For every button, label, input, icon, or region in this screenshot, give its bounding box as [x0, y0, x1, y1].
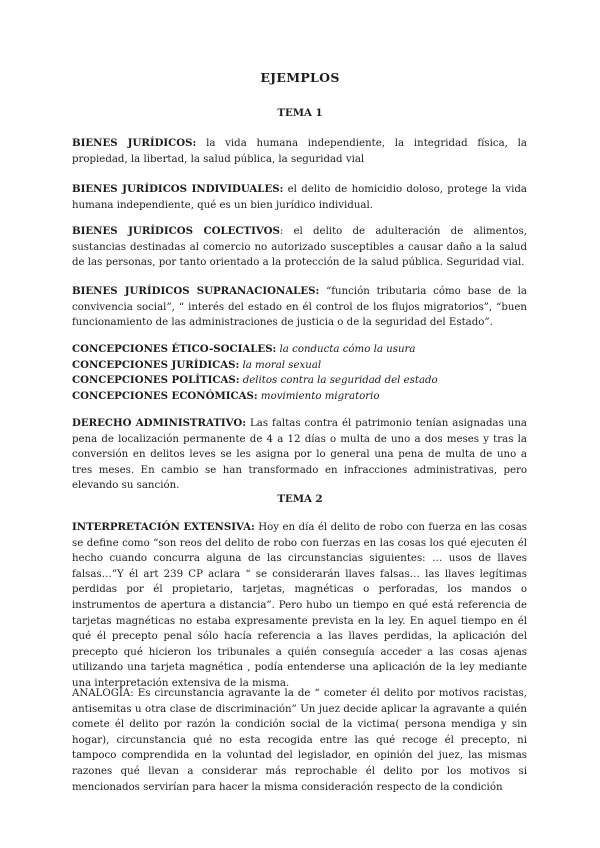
- paragraph-label: INTERPRETACIÓN EXTENSIVA:: [72, 521, 255, 533]
- paragraph-bienes-individuales: [72, 182, 527, 213]
- concepcion-politica: [72, 373, 527, 389]
- paragraph-bienes-supranacionales: [72, 284, 527, 331]
- paragraph-text: Hoy en día él delito de robo con fuerza en las cosas se define como “son reos del delito de robo con fuerzas en las cosas los qué ejecuten él hecho cuando concurra alguna de las circunstancias siguientes: … usos de llaves falsas…”Y él art 239 CP aclara “ se considerarán llaves falsas… las llaves legítimas perdidas por él propietario, tarjetas, magnéticas o perforadas, los mandos o instrumentos de apertura a distancia”. Pero hubo un tiempo en qué está referencia de tarjetas magnéticas no estaba expresamente prevista en la ley. En aquel tiempo en él qué él precepto penal sólo hacía referencia a las llaves perdidas, la aplicación del precepto qué hicieron los tribunales a quién conseguía acceder a las cosas ajenas utilizando una tarjeta magnética , podía entenderse una aplicación de la ley mediante una interpretación extensiva de la misma.: [72, 522, 527, 689]
- concepcion-value: la moral sexual: [239, 359, 322, 371]
- concepcion-juridica: [72, 358, 527, 374]
- concepcion-value: delitos contra la seguridad del estado: [239, 375, 438, 387]
- concepcion-label: CONCEPCIONES ECONÓMICAS:: [72, 389, 258, 402]
- paragraph-text: la vida humana independiente, la integridad física, la propiedad, la libertad, la salud pública, la seguridad vial: [72, 138, 527, 165]
- paragraph-bienes-juridicos: [72, 136, 527, 167]
- concepcion-label: CONCEPCIONES ÉTICO-SOCIALES:: [72, 343, 277, 355]
- paragraph-label: DERECHO ADMINISTRATIVO:: [72, 417, 247, 429]
- section-heading-tema-2: TEMA 2: [277, 493, 323, 505]
- paragraph-text: ANALOGÍA: Es circunstancia agravante la de “ cometer él delito por motivos racistas, antisemitas u otra clase de discriminación” Un juez decide aplicar la agravante a quién comete él delito por razón la condición social de la victima( persona mendiga y sin hogar), circunstancia qué no esta recogida entre las qué recoge él precepto, ni tampoco comprendida en la voluntad del legislador, en opinión del juez, las mismas razones qué llevan a considerar más reprochable él delito por los motivos si mencionados servirían para hacer la misma consideración respecto de la condición: [72, 688, 527, 793]
- paragraph-derecho-administrativo: [72, 416, 527, 494]
- paragraph-label: BIENES JURÍDICOS INDIVIDUALES:: [72, 183, 284, 195]
- paragraph-label: BIENES JURÍDICOS SUPRANACIONALES:: [72, 285, 320, 297]
- page-title: EJEMPLOS: [260, 70, 340, 85]
- paragraph-text: el delito de homicidio doloso, protege la vida humana independiente, qué es un bien jurídico individual.: [72, 184, 528, 211]
- paragraph-text: “función tributaria cómo base de la convivencia social”, “ interés del estado en él control de los flujos migratorios”, “buen funcionamiento de las administraciones de justicia o de la seguridad del Estado”.: [72, 286, 528, 329]
- paragraph-label: BIENES JURÍDICOS COLECTIVOS: [72, 225, 280, 237]
- concepcion-value: la conducta cómo la usura: [276, 344, 416, 355]
- paragraph-analogia: [72, 686, 527, 795]
- paragraph-text: Las faltas contra él patrimonio tenían asignadas una pena de localización permanente de 4 a 12 días o multa de uno a dos meses y tras la conversión en delitos leves se les asigna por lo general una pena de multa de uno a tres meses. En cambio se han transformado en infracciones administrativas, pero elevando su sanción.: [72, 418, 527, 492]
- paragraph-interpretacion-extensiva: [72, 520, 527, 692]
- concepcion-economica: [72, 389, 527, 405]
- paragraph-bienes-colectivos: [72, 224, 527, 271]
- concepcion-label: CONCEPCIONES POLÍTICAS:: [72, 374, 240, 387]
- concepcion-label: CONCEPCIONES JURÍDICAS:: [72, 358, 240, 371]
- paragraph-label: BIENES JURÍDICOS:: [72, 137, 197, 149]
- section-heading-tema-1: TEMA 1: [277, 107, 323, 119]
- concepcion-etico-social: [72, 342, 527, 358]
- concepciones-list: [72, 342, 527, 404]
- paragraph-text: : el delito de adulteración de alimentos, sustancias destinadas al comercio no autorizado susceptibles a causar daño a la salud de las personas, por tanto orientado a la protección de la salud pública. Seguridad vial.: [72, 226, 527, 269]
- concepcion-value: movimiento migratorio: [257, 390, 380, 402]
